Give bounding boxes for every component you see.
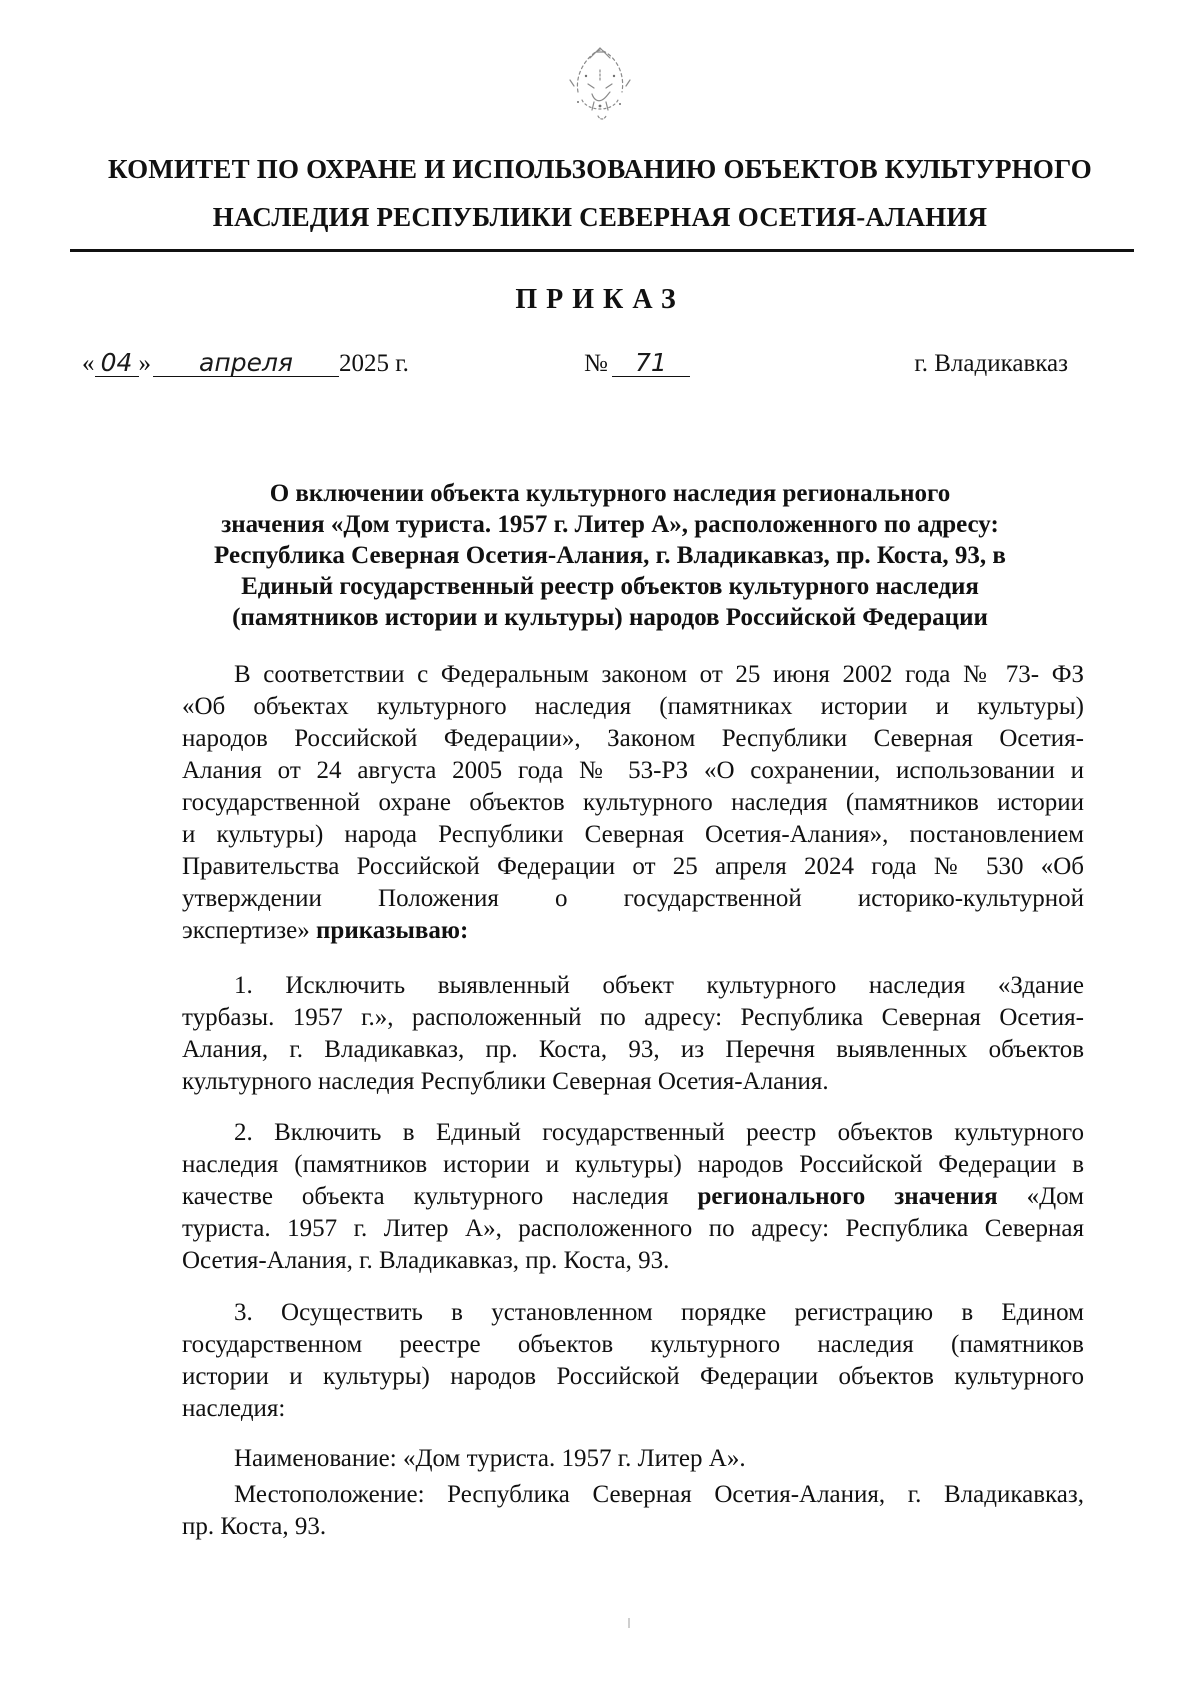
order-number-value: 71 [612,350,690,377]
preamble-line: Правительства Российской Федерации от 25 апреля 2024 года № 530 «Об [182,853,1084,880]
object-name-paragraph [182,1443,1084,1475]
preamble-line: утверждении Положения о государственной историко-культурной [182,885,1084,912]
item-3-paragraph [182,1297,1084,1425]
preamble-line: государственной охране объектов культурного наследия (памятников истории [182,789,1084,816]
item-2-line: 2. Включить в Единый государственный реестр объектов культурного [234,1119,1084,1146]
item-3-line: истории и культуры) народов Российской Федерации объектов культурного [182,1363,1084,1390]
preamble-line: и культуры) народа Республики Северная Осетия-Алания», постановлением [182,821,1084,848]
order-number [584,350,690,378]
date-month: апреля [153,350,339,377]
preamble-paragraph [182,659,1084,947]
date-day: 04 [95,350,139,377]
significance-level: регионального значения [697,1183,998,1210]
object-name-line: Наименование: «Дом туриста. 1957 г. Литер А». [234,1445,746,1472]
item-3-line: наследия: [182,1395,286,1422]
preamble-line: «Об объектах культурного наследия (памятниках истории и культуры) [182,693,1084,720]
preamble-line: народов Российской Федерации», Законом Республики Северная Осетия- [182,725,1084,752]
object-location-paragraph [182,1479,1084,1543]
preamble-last-line [182,915,1084,947]
organization-name-line-1: КОМИТЕТ ПО ОХРАНЕ И ИСПОЛЬЗОВАНИЮ ОБЪЕКТОВ КУЛЬТУРНОГО [107,154,1092,184]
item-2-paragraph [182,1117,1084,1277]
order-title [180,478,1040,633]
object-location-line: пр. Коста, 93. [182,1513,327,1540]
item-2-line-mixed [182,1181,1084,1213]
date-year: 2025 [339,350,389,377]
title-line: Единый государственный реестр объектов культурного наследия [241,573,979,600]
organization-name-line-2: НАСЛЕДИЯ РЕСПУБЛИКИ СЕВЕРНАЯ ОСЕТИЯ-АЛАНИЯ [212,202,988,232]
date-year-suffix: г. [395,350,409,377]
title-line: (памятников истории и культуры) народов Российской Федерации [232,604,988,631]
item-2-text: «Дом [1026,1183,1085,1210]
scan-artifact [628,1618,630,1628]
item-1-line: культурного наследия Республики Северная Осетия-Алания. [182,1068,829,1095]
item-1-paragraph [182,970,1084,1098]
preamble-line: В соответствии с Федеральным законом от 25 июня 2002 года № 73- ФЗ [234,661,1084,688]
object-location-line: Местоположение: Республика Северная Осетия-Алания, г. Владикавказ, [234,1481,1084,1508]
title-line: значения «Дом туриста. 1957 г. Литер А», расположенного по адресу: [221,511,999,538]
number-sign: № [584,350,608,377]
item-1-line: турбазы. 1957 г.», расположенный по адресу: Республика Северная Осетия- [182,1004,1084,1031]
item-2-line: Осетия-Алания, г. Владикавказ, пр. Коста, 93. [182,1247,670,1274]
date-close-quote: » [138,350,151,377]
document-type-heading: ПРИКАЗ [515,284,685,315]
item-3-line: государственном реестре объектов культурного наследия (памятников [182,1331,1084,1358]
order-verb: приказываю: [316,917,469,944]
title-line: О включении объекта культурного наследия регионального [269,480,951,507]
item-1-line: 1. Исключить выявленный объект культурного наследия «Здание [234,972,1084,999]
item-1-line: Алания, г. Владикавказ, пр. Коста, 93, из Перечня выявленных объектов [182,1036,1084,1063]
preamble-last-text: экспертизе» [182,917,310,944]
item-2-line: туриста. 1957 г. Литер А», расположенного по адресу: Республика Северная [182,1215,1084,1242]
date-open-quote: « [82,350,95,377]
coat-of-arms-emblem-icon [548,40,652,140]
item-3-line: 3. Осуществить в установленном порядке регистрацию в Едином [234,1299,1084,1326]
item-2-text: качестве объекта культурного наследия [182,1183,669,1210]
header-divider [70,249,1134,252]
order-date [82,350,409,378]
preamble-line: Алания от 24 августа 2005 года № 53-РЗ «О сохранении, использовании и [182,757,1084,784]
title-line: Республика Северная Осетия-Алания, г. Владикавказ, пр. Коста, 93, в [214,542,1006,569]
order-city: г. Владикавказ [914,350,1068,377]
item-2-line: наследия (памятников истории и культуры) народов Российской Федерации в [182,1151,1084,1178]
